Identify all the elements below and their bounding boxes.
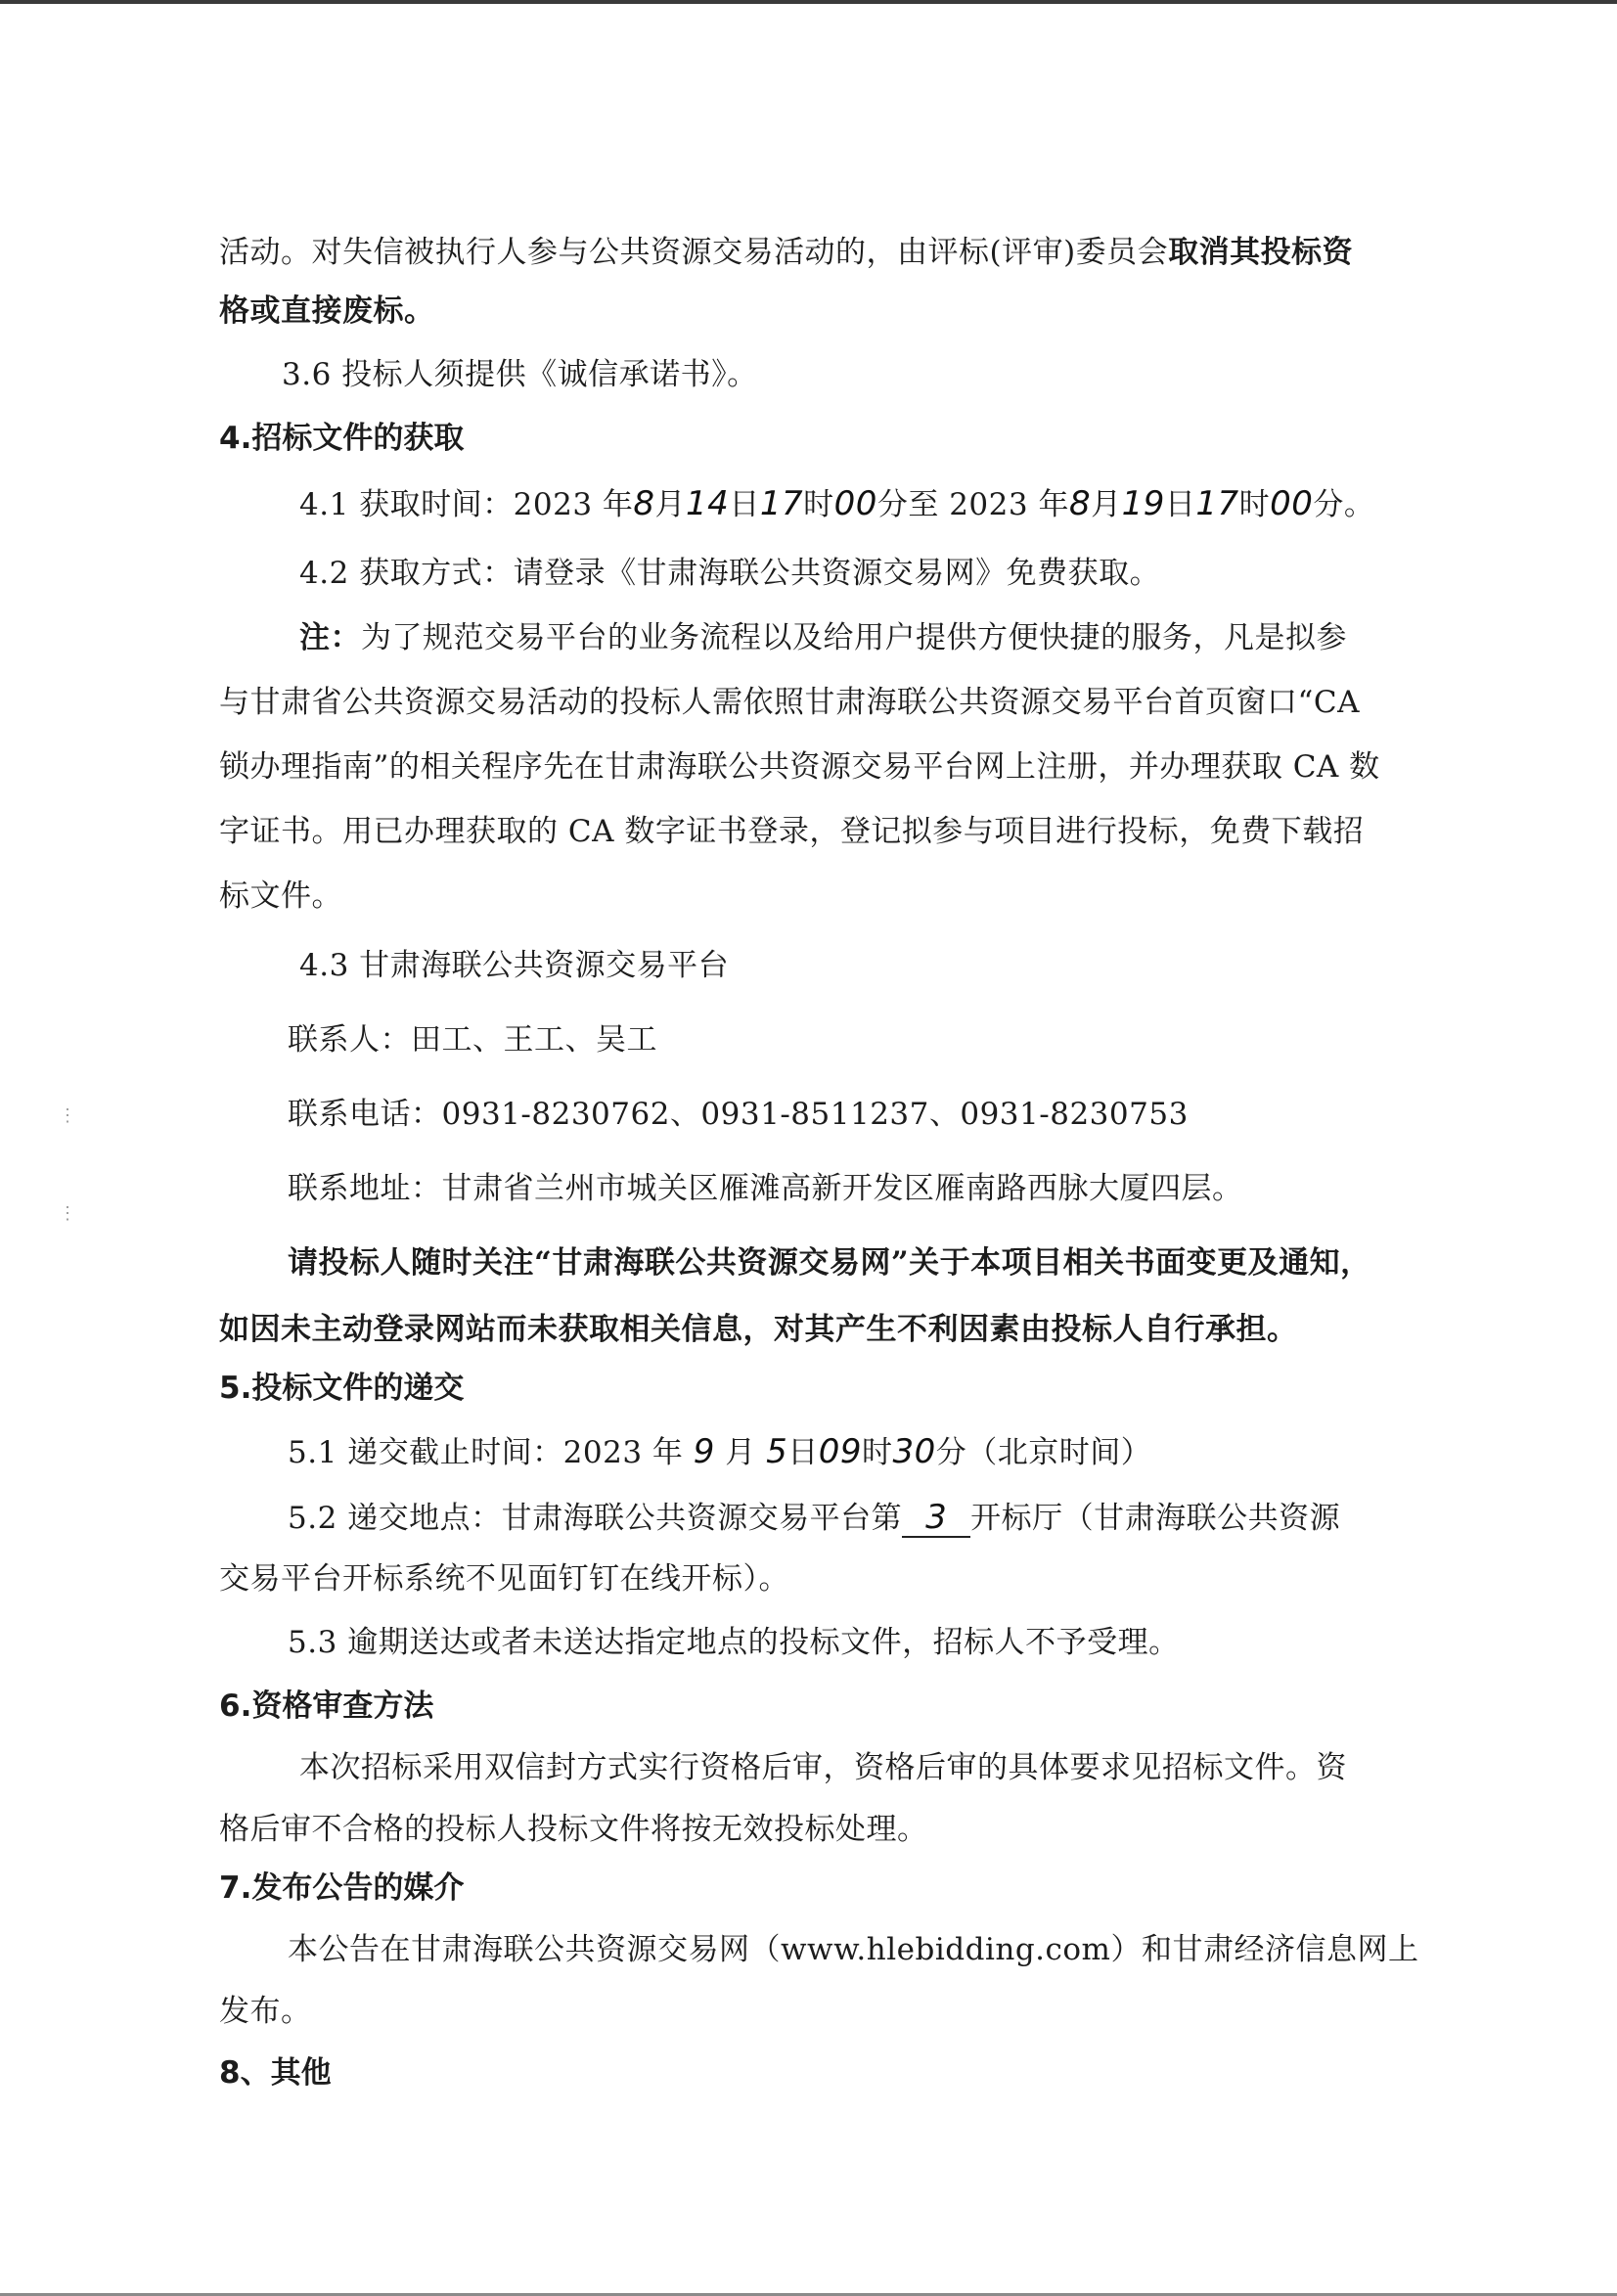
section-6-heading: 6.资格审查方法 <box>219 1688 434 1724</box>
handwritten-day: 14 <box>686 484 730 523</box>
text: 时 <box>803 487 834 522</box>
text: 月 <box>654 487 687 522</box>
note-line-5: 标文件。 <box>219 878 342 914</box>
top-scan-edge <box>0 0 1617 4</box>
section-8-heading: 8、其他 <box>219 2055 332 2091</box>
note-label: 注： <box>299 620 361 655</box>
text: 5.1 递交截止时间：2023 年 <box>288 1435 684 1470</box>
note-line-1 <box>219 606 1422 670</box>
contact-phone: 联系电话：0931-8230762、0931-8511237、0931-8230753 <box>288 1097 1189 1132</box>
text: 时 <box>862 1435 893 1470</box>
section-6-line-1: 本次招标采用双信封方式实行资格后审，资格后审的具体要求见招标文件。资 <box>299 1750 1347 1785</box>
text: 分至 2023 年 <box>876 487 1069 522</box>
text: 时 <box>1238 487 1271 522</box>
contact-persons: 联系人：田工、王工、吴工 <box>288 1022 657 1058</box>
text: 日 <box>787 1435 819 1470</box>
handwritten-room-number: 3 <box>902 1500 970 1538</box>
text: 4.1 获取时间：2023 年 <box>299 487 634 522</box>
handwritten-minute: 00 <box>1270 484 1314 523</box>
section-6-line-2: 格后审不合格的投标人投标文件将按无效投标处理。 <box>219 1812 928 1847</box>
text: 日 <box>1164 487 1196 522</box>
attention-line-2: 如因未主动登录网站而未获取相关信息，对其产生不利因素由投标人自行承担。 <box>219 1312 1298 1347</box>
handwritten-day: 5 <box>766 1432 788 1471</box>
section-7-line-1: 本公告在甘肃海联公共资源交易网（www.hlebidding.com）和甘肃经济信息网上 <box>288 1932 1419 1967</box>
section-7-line-2: 发布。 <box>219 1994 312 2029</box>
intro-line-1 <box>219 223 1422 282</box>
binding-hole-mark: ⋮ <box>59 1203 76 1224</box>
clause-4-2: 4.2 获取方式：请登录《甘肃海联公共资源交易网》免费获取。 <box>299 556 1161 591</box>
attention-line-1: 请投标人随时关注“甘肃海联公共资源交易网”关于本项目相关书面变更及通知， <box>288 1245 1371 1281</box>
section-7-heading: 7.发布公告的媒介 <box>219 1870 465 1906</box>
contact-address: 联系地址：甘肃省兰州市城关区雁滩高新开发区雁南路西脉大厦四层。 <box>288 1171 1243 1206</box>
intro-line-2: 格或直接废标。 <box>219 293 435 329</box>
handwritten-hour: 17 <box>759 484 804 523</box>
note-line-4: 字证书。用已办理获取的 CA 数字证书登录，登记拟参与项目进行投标，免费下载招 <box>219 814 1365 849</box>
handwritten-day: 19 <box>1121 484 1165 523</box>
clause-5-2-cont: 交易平台开标系统不见面钉钉在线开标）。 <box>219 1561 789 1597</box>
section-4-heading: 4.招标文件的获取 <box>219 421 465 456</box>
document-page <box>219 223 1422 2105</box>
handwritten-month: 9 <box>693 1432 715 1471</box>
text: 分。 <box>1313 487 1375 522</box>
handwritten-minute: 30 <box>892 1432 936 1471</box>
handwritten-hour: 09 <box>818 1432 863 1471</box>
text: 分（北京时间） <box>935 1435 1152 1470</box>
text: 日 <box>729 487 760 522</box>
text: 开标厅（甘肃海联公共资源 <box>970 1501 1341 1536</box>
note-line-3: 锁办理指南”的相关程序先在甘肃海联公共资源交易平台网上注册，并办理获取 CA 数 <box>219 749 1380 785</box>
clause-5-3: 5.3 逾期送达或者未送达指定地点的投标文件，招标人不予受理。 <box>288 1625 1180 1660</box>
clause-4-1 <box>219 468 1422 541</box>
handwritten-hour: 17 <box>1195 484 1239 523</box>
intro-text: 活动。对失信被执行人参与公共资源交易活动的，由评标(评审)委员会 <box>219 235 1169 270</box>
text: 月 <box>1091 487 1122 522</box>
handwritten-month: 8 <box>633 484 655 523</box>
intro-bold-text: 取消其投标资 <box>1168 235 1354 270</box>
clause-3-6: 3.6 投标人须提供《诚信承诺书》。 <box>282 357 758 392</box>
section-5-heading: 5.投标文件的递交 <box>219 1371 465 1406</box>
clause-5-1 <box>219 1418 1422 1487</box>
note-text: 为了规范交易平台的业务流程以及给用户提供方便快捷的服务，凡是拟参 <box>361 620 1347 655</box>
note-line-2: 与甘肃省公共资源交易活动的投标人需依照甘肃海联公共资源交易平台首页窗口“CA <box>219 685 1360 720</box>
text: 5.2 递交地点：甘肃海联公共资源交易平台第 <box>288 1501 903 1536</box>
handwritten-minute: 00 <box>833 484 877 523</box>
clause-5-2 <box>219 1487 1422 1550</box>
binding-hole-mark: ⋮ <box>59 1105 76 1126</box>
text: 月 <box>725 1435 756 1470</box>
handwritten-month: 8 <box>1068 484 1092 523</box>
clause-4-3: 4.3 甘肃海联公共资源交易平台 <box>299 948 730 983</box>
